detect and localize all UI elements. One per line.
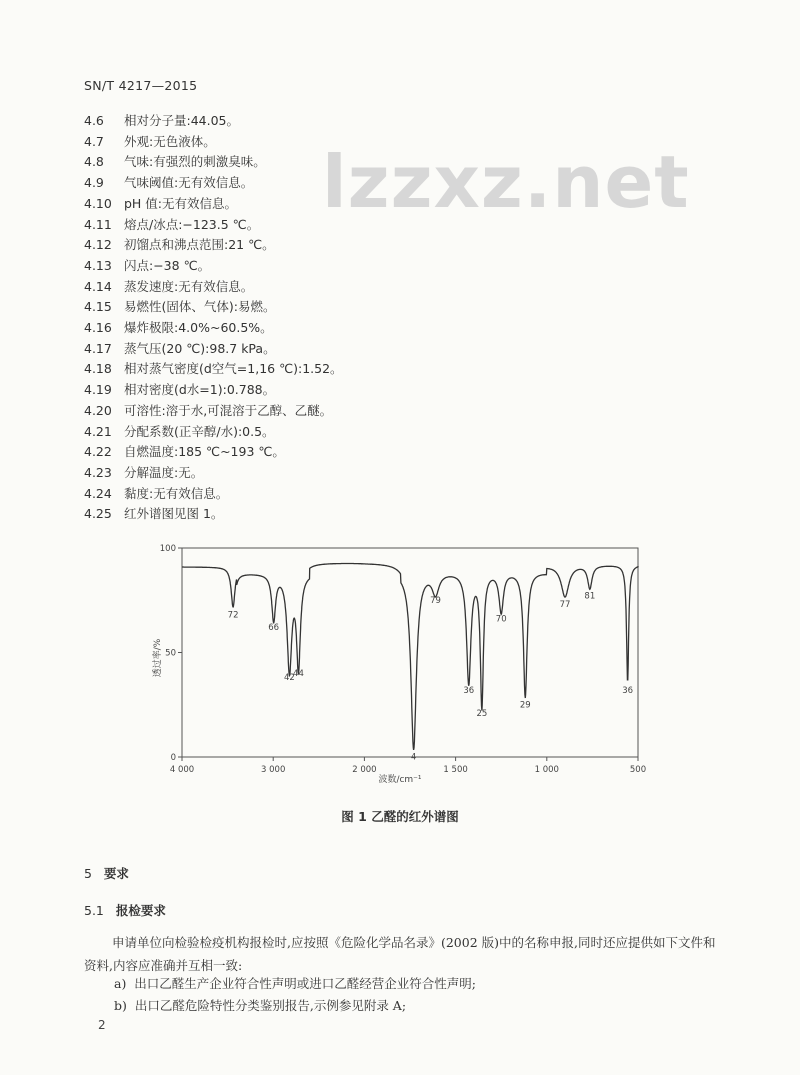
list-item — [114, 996, 406, 1014]
property-number: 4.24 — [84, 485, 112, 501]
x-tick-label: 1 500 — [443, 765, 468, 775]
list-item-text: 出口乙醛生产企业符合性声明或进口乙醛经营企业符合性声明; — [134, 976, 477, 991]
property-item — [84, 194, 237, 212]
property-number: 4.11 — [84, 216, 112, 232]
property-item — [84, 297, 275, 315]
property-item — [84, 484, 228, 502]
property-number: 4.18 — [84, 361, 112, 377]
property-item — [84, 215, 259, 233]
property-text: 气味阈值:无有效信息。 — [124, 175, 254, 191]
peak-label: 70 — [495, 614, 507, 625]
peak-label: 79 — [430, 595, 441, 606]
property-text: 蒸气压(20 ℃):98.7 kPa。 — [124, 340, 276, 356]
property-text: 熔点/冰点:−123.5 ℃。 — [124, 216, 260, 232]
peak-label: 42 — [284, 673, 295, 684]
property-item — [84, 401, 332, 419]
property-item — [84, 359, 343, 377]
x-axis-label: 波数/cm⁻¹ — [378, 775, 422, 783]
y-tick-label: 50 — [165, 648, 176, 659]
property-item — [84, 132, 216, 150]
property-text: 相对密度(d水=1):0.788。 — [124, 382, 276, 398]
property-number: 4.14 — [84, 278, 112, 294]
property-text: 蒸发速度:无有效信息。 — [124, 278, 254, 294]
watermark: lzzxz.net — [322, 140, 690, 224]
requirement-paragraph: 申请单位向检验检疫机构报检时,应按照《危险化学品名录》(2002 版)中的名称申报,同时还应提供如下文件和资料,内容应准确并互相一致: — [84, 935, 716, 973]
list-item-text: 出口乙醛危险特性分类鉴别报告,示例参见附录 A; — [134, 998, 407, 1013]
property-item — [84, 442, 285, 460]
property-text: 易燃性(固体、气体):易燃。 — [124, 299, 276, 315]
x-tick-label: 2 000 — [352, 765, 377, 775]
spectrum-line — [182, 564, 638, 750]
list-item-mark: a) — [114, 976, 127, 991]
property-text: 分配系数(正辛醇/水):0.5。 — [124, 423, 275, 439]
property-item — [84, 256, 210, 274]
property-text: 相对分子量:44.05。 — [124, 113, 239, 128]
peak-label: 36 — [463, 685, 475, 696]
section-5-heading — [84, 864, 129, 882]
section-5-title: 要求 — [103, 866, 129, 881]
property-number: 4.21 — [84, 423, 112, 439]
peak-label: 72 — [227, 610, 239, 621]
property-item — [84, 504, 223, 522]
property-text: 爆炸极限:4.0%~60.5%。 — [124, 320, 273, 335]
figure-caption: 图 1 乙醛的红外谱图 — [341, 809, 459, 824]
property-number: 4.25 — [84, 506, 112, 522]
list-item-mark: b) — [114, 998, 127, 1013]
property-item — [84, 339, 276, 357]
list-item — [114, 974, 476, 992]
property-text: 闪点:−38 ℃。 — [124, 257, 211, 273]
y-axis-label: 透过率/% — [153, 638, 163, 678]
property-text: 分解温度:无。 — [124, 464, 204, 480]
property-number: 4.8 — [84, 154, 104, 170]
property-text: 外观:无色液体。 — [124, 133, 216, 149]
peak-label: 81 — [584, 591, 596, 602]
property-number: 4.12 — [84, 237, 112, 253]
page-number: 2 — [98, 1018, 106, 1032]
property-number: 4.9 — [84, 175, 104, 191]
peak-label: 44 — [293, 669, 304, 680]
property-number: 4.15 — [84, 299, 112, 315]
peak-label: 66 — [268, 623, 280, 634]
section-5-1-heading — [84, 901, 166, 919]
property-item — [84, 277, 253, 295]
property-item — [84, 318, 273, 336]
property-text: 可溶性:溶于水,可混溶于乙醇、乙醚。 — [124, 402, 333, 418]
property-number: 4.22 — [84, 444, 112, 460]
property-item — [84, 152, 266, 170]
document-header: SN/T 4217—2015 — [84, 78, 198, 93]
property-item — [84, 111, 239, 129]
section-5-number: 5 — [84, 866, 92, 881]
property-number: 4.13 — [84, 257, 112, 273]
property-text: 黏度:无有效信息。 — [124, 485, 229, 501]
property-text: 相对蒸气密度(d空气=1,16 ℃):1.52。 — [124, 361, 343, 377]
x-tick-label: 1 000 — [534, 765, 559, 775]
peak-label: 4 — [410, 752, 417, 763]
property-text: 初馏点和沸点范围:21 ℃。 — [124, 237, 275, 253]
property-item — [84, 173, 253, 191]
x-tick-label: 500 — [629, 765, 647, 775]
property-number: 4.17 — [84, 340, 112, 356]
ir-spectrum-chart — [150, 538, 650, 783]
property-item — [84, 380, 275, 398]
property-number: 4.6 — [84, 113, 104, 128]
property-item — [84, 235, 275, 253]
property-number: 4.16 — [84, 320, 112, 335]
property-item — [84, 422, 275, 440]
section-5-1-number: 5.1 — [84, 903, 104, 918]
property-number: 4.20 — [84, 402, 112, 418]
peak-label: 77 — [559, 600, 571, 611]
property-text: 气味:有强烈的刺激臭味。 — [124, 154, 266, 170]
property-number: 4.7 — [84, 133, 104, 149]
property-text: 红外谱图见图 1。 — [124, 506, 224, 522]
section-5-1-title: 报检要求 — [115, 903, 166, 918]
property-text: pH 值:无有效信息。 — [124, 195, 238, 211]
peak-label: 25 — [476, 708, 488, 719]
x-tick-label: 4 000 — [169, 765, 195, 775]
peak-label: 29 — [519, 700, 531, 711]
property-text: 自燃温度:185 ℃~193 ℃。 — [124, 444, 285, 460]
y-tick-label: 100 — [159, 544, 176, 554]
property-number: 4.10 — [84, 195, 112, 211]
peak-label: 36 — [622, 685, 634, 696]
y-tick-label: 0 — [170, 753, 176, 763]
property-number: 4.23 — [84, 464, 112, 480]
x-tick-label: 3 000 — [261, 765, 286, 775]
property-number: 4.19 — [84, 382, 112, 398]
property-item — [84, 463, 203, 481]
